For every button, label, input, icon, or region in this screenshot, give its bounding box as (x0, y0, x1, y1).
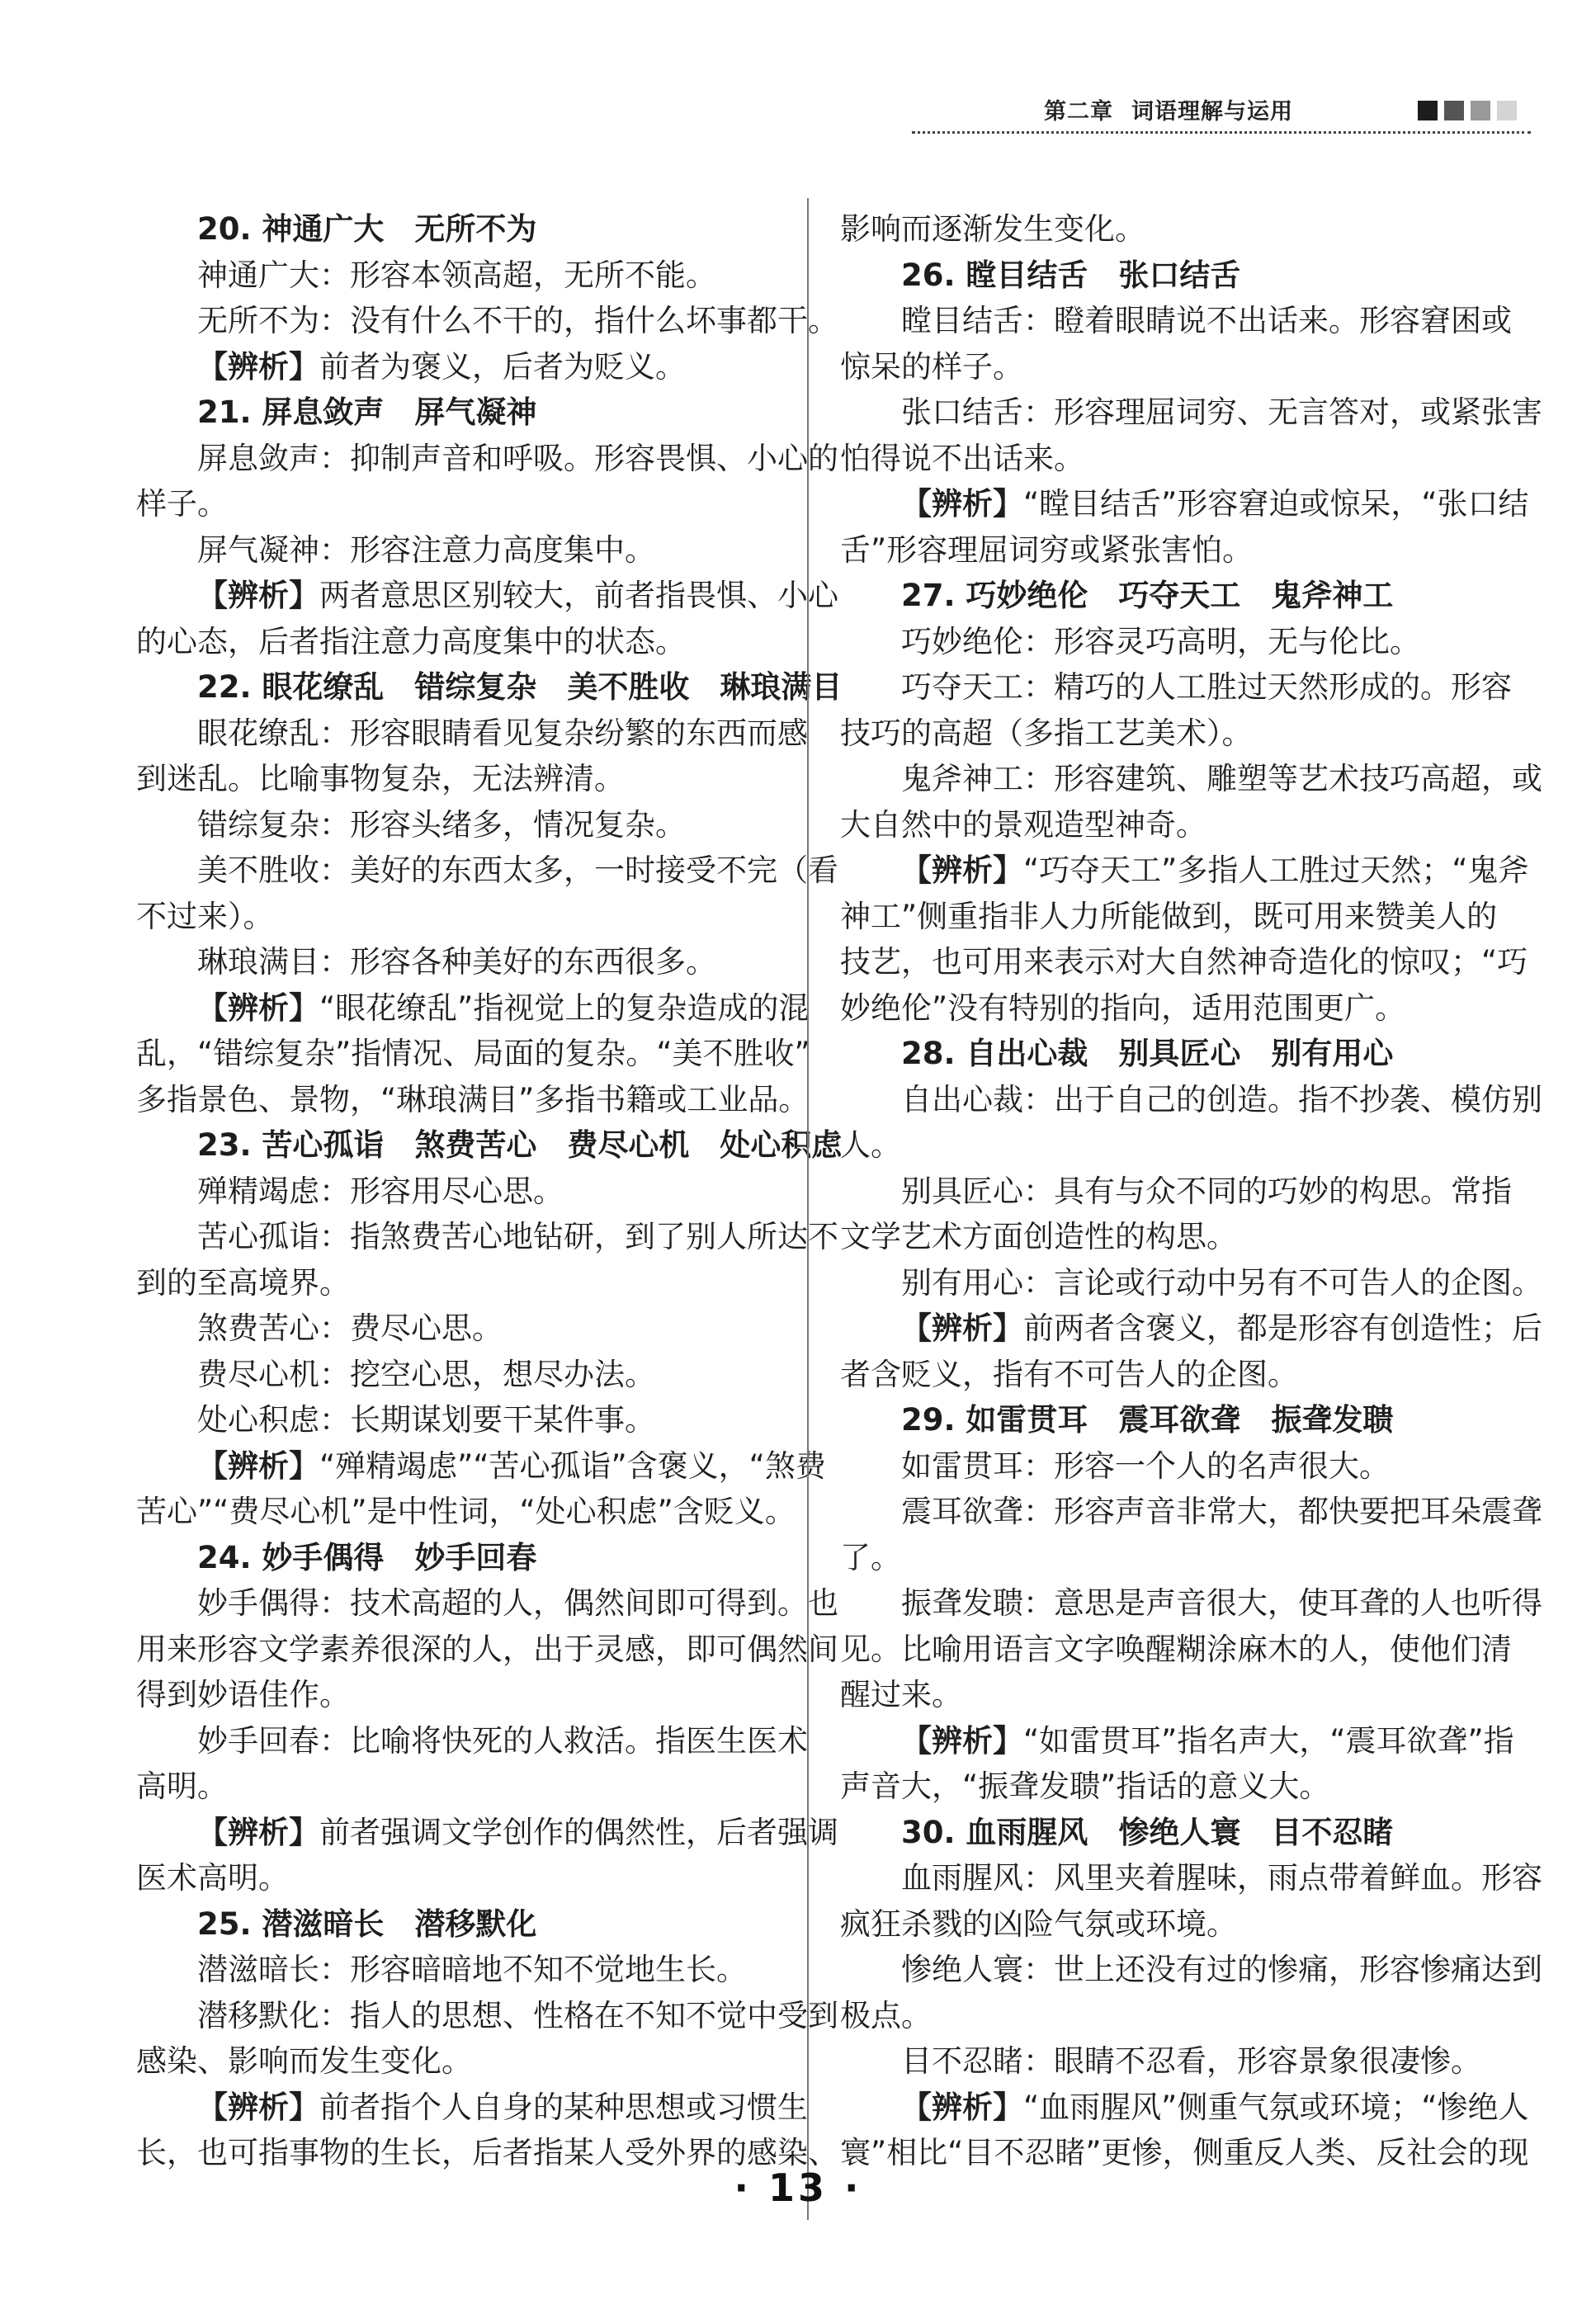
definition-line: 神通广大：形容本领高超，无所不能。 (197, 257, 716, 293)
analysis-label: 【辨析】 (197, 989, 319, 1026)
running-header (1044, 93, 1293, 125)
analysis-text: “眼花缭乱”指视觉上的复杂造成的混 (319, 989, 810, 1026)
header-decoration-squares (1418, 101, 1523, 124)
definition-line: 巧妙绝伦：形容灵巧高明，无与伦比。 (901, 623, 1420, 659)
text-line: 乱，“错综复杂”指情况、局面的复杂。“美不胜收” (136, 1036, 810, 1071)
text-line: 技巧的高超（多指工艺美术）。 (840, 715, 1253, 751)
entry-heading: 28. 自出心裁 别具匠心 别有用心 (901, 1036, 1394, 1071)
text-line: 人。 (840, 1127, 901, 1163)
definition-line: 巧夺天工：精巧的人工胜过天然形成的。形容 (901, 669, 1512, 705)
analysis-label: 【辨析】 (901, 1310, 1023, 1346)
analysis-text: “瞠目结舌”形容窘迫或惊呆，“张口结 (1023, 486, 1529, 522)
entry-heading: 22. 眼花缭乱 错综复杂 美不胜收 琳琅满目 (197, 669, 843, 705)
text-line: 极点。 (840, 1997, 932, 2033)
analysis-label: 【辨析】 (197, 1447, 319, 1484)
text-line: 长，也可指事物的生长，后者指某人受外界的感染、 (136, 2135, 838, 2170)
analysis-text: “如雷贯耳”指名声大，“震耳欲聋”指 (1023, 1722, 1514, 1759)
definition-line: 如雷贯耳：形容一个人的名声很大。 (901, 1447, 1390, 1484)
definition-line: 妙手偶得：技术高超的人，偶然间即可得到。也 (197, 1585, 838, 1621)
analysis-text: 前两者含褒义，都是形容有创造性；后 (1023, 1310, 1542, 1346)
column-divider (807, 198, 809, 2220)
definition-line: 无所不为：没有什么不干的，指什么坏事都干。 (197, 303, 838, 338)
text-line: 大自然中的景观造型神奇。 (840, 806, 1206, 843)
analysis-paragraph (840, 2085, 1529, 2131)
text-line: 不过来）。 (136, 898, 274, 934)
analysis-paragraph (840, 848, 1529, 894)
entry-heading: 30. 血雨腥风 惨绝人寰 目不忍睹 (901, 1814, 1394, 1850)
definition-line: 苦心孤诣：指煞费苦心地钻研，到了别人所达不 (197, 1219, 838, 1254)
definition-line: 眼花缭乱：形容眼睛看见复杂纷繁的东西而感 (197, 715, 808, 751)
definition-line: 张口结舌：形容理屈词穷、无言答对，或紧张害 (901, 394, 1542, 430)
text-line: 怕得说不出话来。 (840, 440, 1084, 476)
text-line: 用来形容文学素养很深的人，出于灵感，即可偶然间 (136, 1631, 838, 1667)
analysis-label: 【辨析】 (901, 2089, 1023, 2125)
definition-line: 妙手回春：比喻将快死的人救活。指医生医术 (197, 1722, 808, 1759)
definition-line: 煞费苦心：费尽心思。 (197, 1310, 503, 1346)
entry-heading: 27. 巧妙绝伦 巧夺天工 鬼斧神工 (901, 578, 1394, 613)
text-line: 技艺，也可用来表示对大自然神奇造化的惊叹；“巧 (840, 944, 1528, 980)
entry-heading: 20. 神通广大 无所不为 (197, 211, 537, 247)
definition-line: 潜移默化：指人的思想、性格在不知不觉中受到 (197, 1997, 838, 2033)
analysis-text: “殚精竭虑”“苦心孤诣”含褒义，“煞费 (319, 1447, 826, 1484)
analysis-paragraph (136, 1810, 838, 1856)
definition-line: 潜滋暗长：形容暗暗地不知不觉地生长。 (197, 1952, 747, 1987)
definition-line: 错综复杂：形容头绪多，情况复杂。 (197, 806, 686, 843)
analysis-paragraph (840, 481, 1529, 527)
header-dotted-rule (912, 131, 1531, 134)
text-line: 疯狂杀戮的凶险气氛或环境。 (840, 1906, 1237, 1942)
definition-line: 目不忍睹：眼睛不忍看，形容景象很凄惨。 (901, 2043, 1481, 2079)
definition-line: 屏息敛声：抑制声音和呼吸。形容畏惧、小心的 (197, 440, 838, 476)
definition-line: 琳琅满目：形容各种美好的东西很多。 (197, 944, 716, 980)
entry-heading: 24. 妙手偶得 妙手回春 (197, 1539, 537, 1575)
entry-heading: 29. 如雷贯耳 震耳欲聋 振聋发聩 (901, 1402, 1394, 1438)
left-column (136, 206, 843, 2176)
definition-line: 费尽心机：挖空心思，想尽办法。 (197, 1356, 655, 1392)
page-number: · 13 · (734, 2165, 862, 2210)
analysis-text: 前者为褒义，后者为贬义。 (319, 348, 686, 385)
analysis-text: 两者意思区别较大，前者指畏惧、小心 (319, 578, 838, 613)
analysis-label: 【辨析】 (197, 1814, 319, 1850)
text-line: 妙绝伦”没有特别的指向，适用范围更广。 (840, 989, 1406, 1026)
definition-line: 血雨腥风：风里夹着腥味，雨点带着鲜血。形容 (901, 1860, 1542, 1896)
square-icon (1444, 101, 1464, 120)
text-line: 到迷乱。比喻事物复杂，无法辨清。 (136, 761, 625, 796)
text-line: 惊呆的样子。 (840, 348, 1023, 385)
text-line: 声音大，“振聋发聩”指话的意义大。 (840, 1769, 1330, 1804)
text-line: 醒过来。 (840, 1677, 962, 1712)
definition-line: 震耳欲聋：形容声音非常大，都快要把耳朵震聋 (901, 1494, 1542, 1529)
definition-line: 鬼斧神工：形容建筑、雕塑等艺术技巧高超，或 (901, 761, 1542, 796)
square-icon (1471, 101, 1490, 120)
text-line: 高明。 (136, 1769, 228, 1804)
analysis-label: 【辨析】 (901, 486, 1023, 522)
analysis-label: 【辨析】 (197, 2089, 319, 2125)
entry-heading: 26. 瞠目结舌 张口结舌 (901, 257, 1241, 293)
analysis-paragraph (136, 2085, 808, 2131)
text-line: 了。 (840, 1539, 901, 1575)
square-icon (1418, 101, 1438, 120)
chapter-number: 第二章 (1044, 99, 1113, 125)
text-line: 者含贬义，指有不可告人的企图。 (840, 1356, 1298, 1392)
definition-line: 殚精竭虑：形容用尽心思。 (197, 1173, 564, 1209)
text-line: 医术高明。 (136, 1860, 289, 1896)
chapter-title: 词语理解与运用 (1131, 99, 1293, 125)
definition-line: 振聋发聩：意思是声音很大，使耳聋的人也听得 (901, 1585, 1542, 1621)
text-line: 舌”形容理屈词穷或紧张害怕。 (840, 531, 1254, 568)
analysis-paragraph (136, 1443, 826, 1490)
definition-line: 屏气凝神：形容注意力高度集中。 (197, 531, 655, 568)
analysis-label: 【辨析】 (197, 348, 319, 385)
definition-line: 惨绝人寰：世上还没有过的惨痛，形容惨痛达到 (901, 1952, 1542, 1987)
text-line: 到的至高境界。 (136, 1264, 350, 1301)
analysis-label: 【辨析】 (901, 852, 1023, 888)
text-line: 影响而逐渐发生变化。 (840, 211, 1145, 247)
definition-line: 美不胜收：美好的东西太多，一时接受不完（看 (197, 852, 838, 888)
text-line: 寰”相比“目不忍睹”更惨，侧重反人类、反社会的现 (840, 2135, 1529, 2170)
definition-line: 别有用心：言论或行动中另有不可告人的企图。 (901, 1264, 1542, 1301)
analysis-text: “巧夺天工”多指人工胜过天然；“鬼斧 (1023, 852, 1529, 888)
right-column (840, 206, 1542, 2176)
analysis-paragraph (136, 573, 838, 619)
text-line: 样子。 (136, 486, 228, 522)
analysis-label: 【辨析】 (197, 578, 319, 613)
analysis-paragraph (840, 1306, 1542, 1352)
entry-heading: 25. 潜滋暗长 潜移默化 (197, 1906, 537, 1942)
analysis-paragraph (136, 344, 772, 390)
entry-heading: 21. 屏息敛声 屏气凝神 (197, 394, 537, 430)
text-line: 见。比喻用语言文字唤醒糊涂麻木的人，使他们清 (840, 1631, 1512, 1667)
analysis-text: “血雨腥风”侧重气氛或环境；“惨绝人 (1023, 2089, 1529, 2125)
text-line: 苦心”“费尽心机”是中性词，“处心积虑”含贬义。 (136, 1494, 796, 1529)
text-line: 的心态，后者指注意力高度集中的状态。 (136, 623, 686, 659)
analysis-label: 【辨析】 (901, 1722, 1023, 1759)
analysis-paragraph (840, 1718, 1514, 1764)
analysis-text: 前者强调文学创作的偶然性，后者强调 (319, 1814, 838, 1850)
analysis-text: 前者指个人自身的某种思想或习惯生 (319, 2089, 808, 2125)
definition-line: 处心积虑：长期谋划要干某件事。 (197, 1402, 655, 1438)
definition-line: 瞠目结舌：瞪着眼睛说不出话来。形容窘困或 (901, 303, 1512, 338)
text-line: 文学艺术方面创造性的构思。 (840, 1219, 1237, 1254)
entry-heading: 23. 苦心孤诣 煞费苦心 费尽心机 处心积虑 (197, 1127, 843, 1163)
text-line: 多指景色、景物，“琳琅满目”多指书籍或工业品。 (136, 1081, 810, 1117)
definition-line: 别具匠心：具有与众不同的巧妙的构思。常指 (901, 1173, 1512, 1209)
analysis-paragraph (136, 985, 810, 1032)
text-line: 得到妙语佳作。 (136, 1677, 350, 1712)
definition-line: 自出心裁：出于自己的创造。指不抄袭、模仿别 (901, 1081, 1542, 1117)
text-line: 感染、影响而发生变化。 (136, 2043, 472, 2079)
text-line: 神工”侧重指非人力所能做到，既可用来赞美人的 (840, 898, 1498, 934)
square-icon (1497, 101, 1517, 120)
